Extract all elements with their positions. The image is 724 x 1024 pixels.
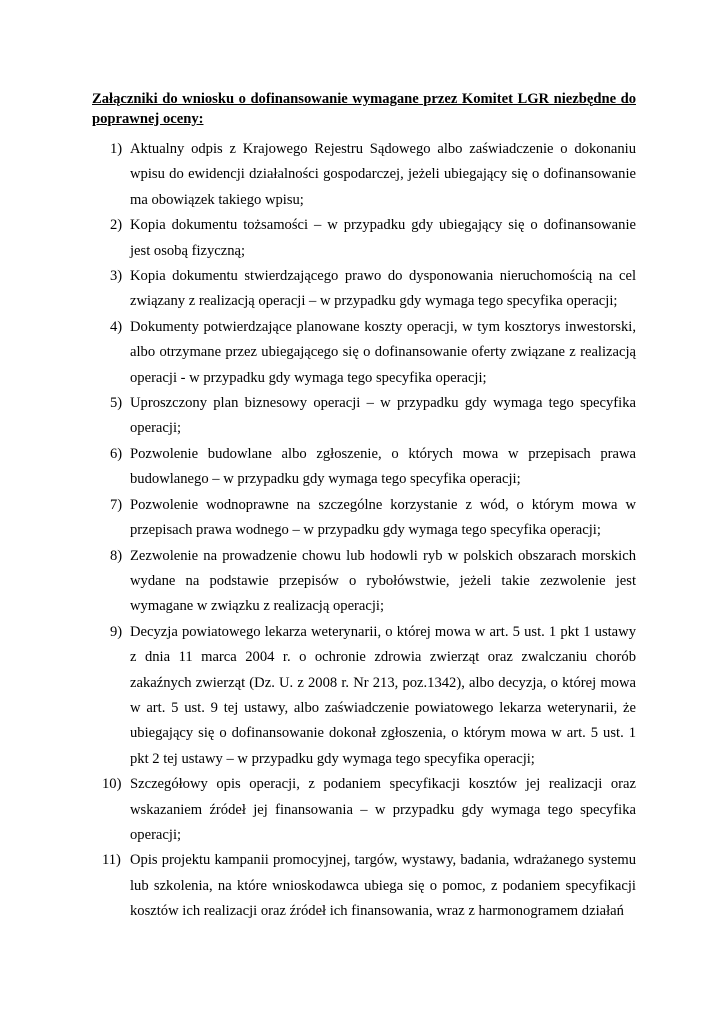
- list-item-number: 8): [110, 547, 123, 564]
- list-item: [92, 772, 636, 848]
- list-item: [92, 315, 636, 391]
- list-item: [92, 213, 636, 264]
- list-item-text: Kopia dokumentu tożsamości – w przypadku gdy ubiegający się o dofinansowanie jest osobą fizyczną;: [130, 217, 636, 259]
- list-item-text: Kopia dokumentu stwierdzającego prawo do dysponowania nieruchomością na cel związany z realizacją operacji – w przypadku gdy wymaga tego specyfika operacji;: [130, 268, 636, 310]
- list-item-number: 1): [110, 141, 123, 157]
- list-item-text: Decyzja powiatowego lekarza weterynarii, o której mowa w art. 5 ust. 1 pkt 1 ustawy z dnia 11 marca 2004 r. o ochronie zdrowia zwierząt oraz zwalczaniu chorób zakaźnych zwierząt (Dz. U. z 2008 r. Nr 213, poz.1342), albo decyzja, o której mowa w art. 5 ust. 9 tej ustawy, albo zaświadczenie powiatowego lekarza weterynarii, że ubiegający się o dofinansowanie dokonał zgłoszenia, o którym mowa w art. 5 ust. 1 pkt 2 tej ustawy – w przypadku gdy wymaga tego specyfika operacji;: [130, 623, 636, 767]
- list-item-number: 9): [110, 623, 123, 640]
- list-item-number: 5): [110, 395, 123, 412]
- list-item-number: 11): [102, 852, 121, 869]
- list-item-text: Pozwolenie wodnoprawne na szczególne korzystanie z wód, o którym mowa w przepisach prawa wodnego – w przypadku gdy wymaga tego specyfika operacji;: [130, 496, 636, 539]
- list-item-text: Opis projektu kampanii promocyjnej, targów, wystawy, badania, wdrażanego systemu lub szkolenia, na które wnioskodawca ubiega się o pomoc, z podaniem specyfikacji kosztów ich realizacji oraz źródeł ich finansowania, wraz z harmonogramem działań: [130, 852, 636, 920]
- list-item-text: Dokumenty potwierdzające planowane koszty operacji, w tym kosztorys inwestorski, albo otrzymane przez ubiegającego się o dofinansowanie oferty związane z realizacją operacji - w przypadku gdy wymaga tego specyfika operacji;: [130, 318, 636, 386]
- list-item-text: Szczegółowy opis operacji, z podaniem specyfikacji kosztów jej realizacji oraz wskazaniem źródeł jej finansowania – w przypadku gdy wymaga tego specyfika operacji;: [130, 776, 636, 843]
- list-item-number: 10): [102, 776, 122, 793]
- list-item-text: Pozwolenie budowlane albo zgłoszenie, o których mowa w przepisach prawa budowlanego – w przypadku gdy wymaga tego specyfika operacji;: [130, 445, 636, 488]
- list-item: [92, 848, 636, 924]
- list-item: [92, 137, 636, 213]
- list-item: [92, 544, 636, 620]
- list-item: [92, 493, 636, 544]
- list-item: [92, 264, 636, 315]
- list-item: [92, 442, 636, 493]
- list-item-text: Uproszczony plan biznesowy operacji – w przypadku gdy wymaga tego specyfika operacji;: [130, 395, 636, 437]
- list-item-number: 3): [110, 268, 123, 285]
- list-item-number: 6): [110, 445, 123, 462]
- list-item: [92, 391, 636, 442]
- attachments-list: [92, 137, 636, 925]
- list-item-number: 4): [110, 318, 123, 335]
- list-item-text: Zezwolenie na prowadzenie chowu lub hodowli ryb w polskich obszarach morskich wydane na podstawie przepisów o rybołówstwie, jeżeli takie zezwolenie jest wymagane w związku z realizacją operacji;: [130, 547, 636, 615]
- list-item-text: Aktualny odpis z Krajowego Rejestru Sądowego albo zaświadczenie o dokonaniu wpisu do ewidencji działalności gospodarczej, jeżeli ubiegający się o dofinansowanie ma obowiązek takiego wpisu;: [130, 141, 636, 208]
- document-heading: Załączniki do wniosku o dofinansowanie wymagane przez Komitet LGR niezbędne do poprawnej oceny:: [92, 91, 636, 127]
- list-item-number: 7): [110, 496, 123, 513]
- list-item-number: 2): [110, 217, 123, 234]
- list-item: [92, 620, 636, 772]
